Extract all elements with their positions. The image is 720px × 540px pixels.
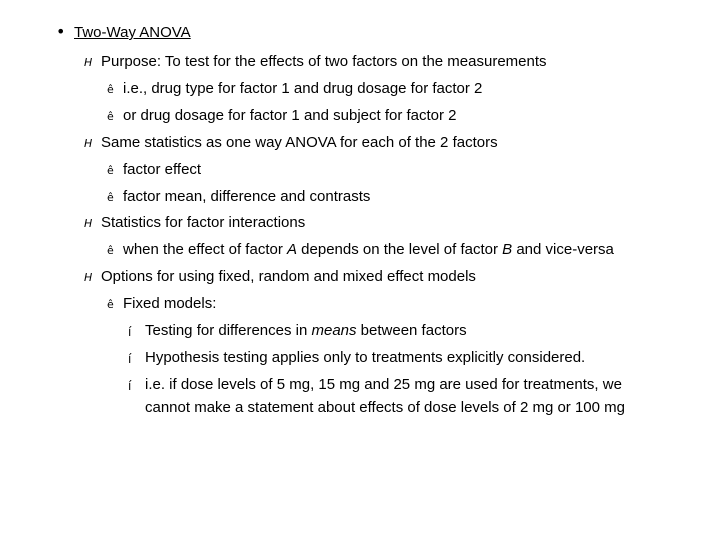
bullet-level1-icon: H [84, 217, 93, 230]
bullet-level3-icon: í [128, 352, 132, 366]
bullet-level2-icon: ê [107, 83, 114, 96]
item-text: Fixed models: [123, 295, 217, 312]
bullet-level2-icon: ê [107, 164, 114, 177]
item-text: cannot make a statement about effects of dose levels of 2 mg or 100 mg [145, 399, 625, 416]
bullet-level3-icon: í [128, 379, 132, 393]
bullet-level2-icon: ê [107, 110, 114, 123]
item-text: Options for using fixed, random and mixed effect models [101, 268, 476, 285]
item-text: factor mean, difference and contrasts [123, 188, 371, 205]
item-text-part: and vice-versa [512, 241, 614, 258]
item-text: i.e. if dose levels of 5 mg, 15 mg and 25 mg are used for treatments, we [145, 376, 622, 393]
bullet-level2-icon: ê [107, 191, 114, 204]
item-text [123, 241, 614, 259]
item-text-part: between factors [356, 322, 467, 339]
item-text: i.e., drug type for factor 1 and drug dosage for factor 2 [123, 80, 483, 97]
bullet-level2-icon: ê [107, 244, 114, 257]
factor-b-emphasis: B [502, 241, 513, 258]
bullet-level1-icon: H [84, 56, 93, 69]
item-text: Purpose: To test for the effects of two factors on the measurements [101, 53, 547, 70]
factor-a-emphasis: A [287, 241, 298, 258]
item-text: or drug dosage for factor 1 and subject for factor 2 [123, 107, 457, 124]
item-text-part: Testing for differences in [145, 322, 312, 339]
bullet-level1-icon: H [84, 137, 93, 150]
slide-title: Two-Way ANOVA [74, 24, 191, 41]
item-text: Same statistics as one way ANOVA for each of the 2 factors [101, 134, 498, 151]
item-text-part: depends on the level of factor [297, 241, 503, 258]
item-text: Hypothesis testing applies only to treatments explicitly considered. [145, 349, 586, 366]
item-text: Statistics for factor interactions [101, 214, 306, 231]
bullet-level1-icon: H [84, 271, 93, 284]
means-emphasis: means [311, 322, 357, 339]
bullet-dot-icon: • [56, 22, 66, 41]
item-text-part: when the effect of factor [123, 241, 287, 258]
bullet-level3-icon: í [128, 325, 132, 339]
bullet-level2-icon: ê [107, 298, 114, 311]
item-text [145, 322, 467, 340]
item-text: factor effect [123, 161, 202, 178]
